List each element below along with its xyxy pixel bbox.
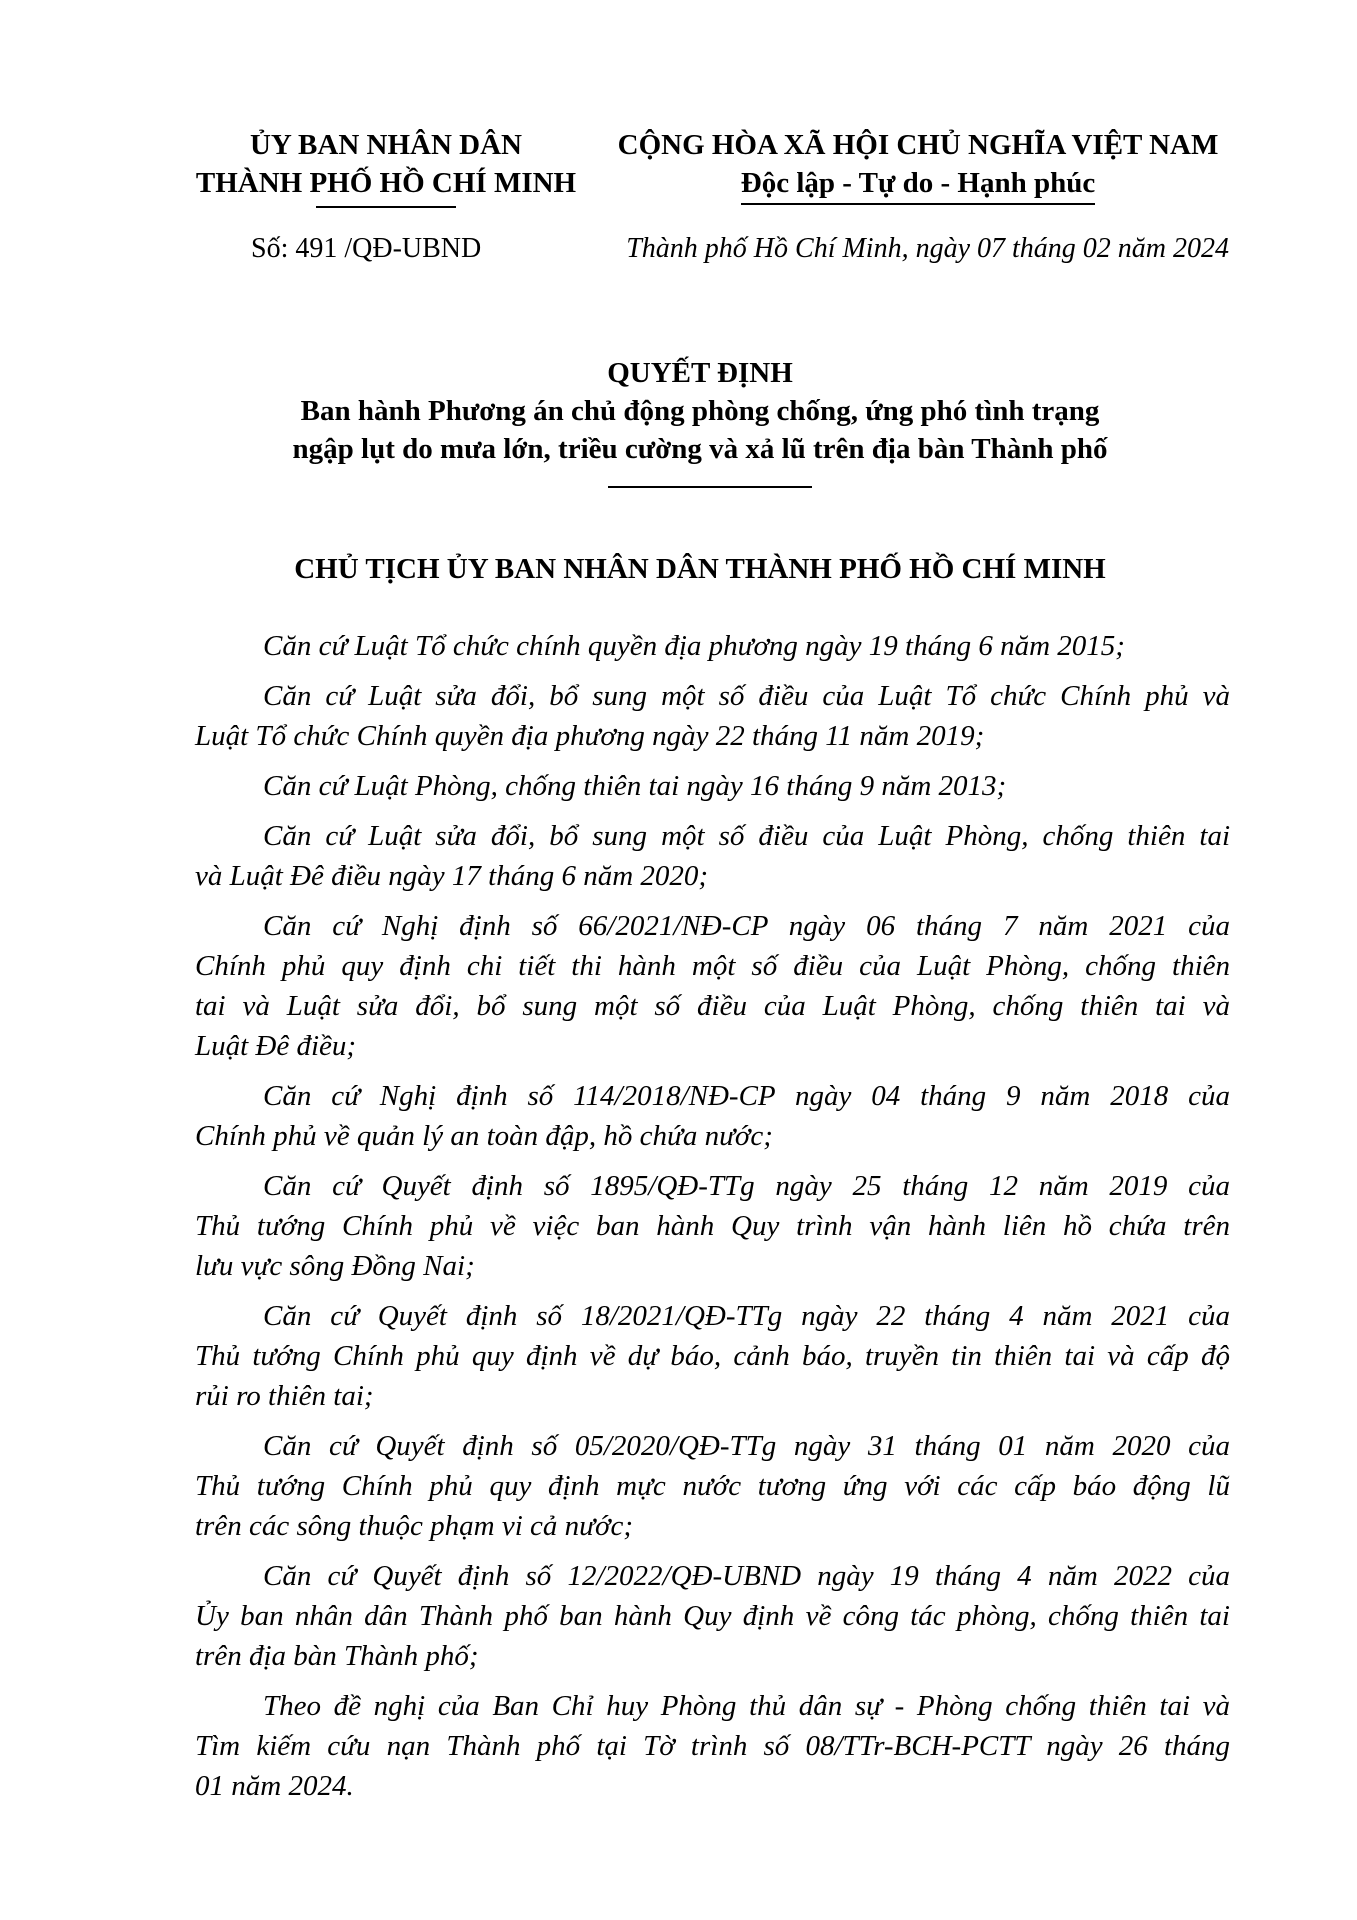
- legal-basis-line: Căn cứ Quyết định số 12/2022/QĐ-UBND ngày 19 tháng 4 năm 2022 của: [263, 1560, 1230, 1592]
- legal-basis-line: Thủ tướng Chính phủ về việc ban hành Quy trình vận hành liên hồ chứa trên: [195, 1210, 1230, 1242]
- legal-basis-line: Tìm kiếm cứu nạn Thành phố tại Tờ trình số 08/TTr-BCH-PCTT ngày 26 tháng: [195, 1730, 1230, 1762]
- subject-line-1: Ban hành Phương án chủ động phòng chống, ứng phó tình trạng: [300, 395, 1100, 427]
- issuing-authority: CHỦ TỊCH ỦY BAN NHÂN DÂN THÀNH PHỐ HỒ CHÍ MINH: [294, 553, 1106, 585]
- legal-basis-line: Căn cứ Luật Phòng, chống thiên tai ngày 16 tháng 9 năm 2013;: [263, 770, 1007, 802]
- legal-basis-line: Chính phủ quy định chi tiết thi hành một số điều của Luật Phòng, chống thiên: [195, 950, 1230, 982]
- place-and-date: Thành phố Hồ Chí Minh, ngày 07 tháng 02 năm 2024: [626, 233, 1229, 264]
- legal-basis-line: Căn cứ Nghị định số 114/2018/NĐ-CP ngày 04 tháng 9 năm 2018 của: [263, 1080, 1230, 1112]
- org-underline: [316, 206, 456, 208]
- legal-basis-line: Thủ tướng Chính phủ quy định mực nước tương ứng với các cấp báo động lũ: [195, 1470, 1230, 1502]
- legal-basis-line: Căn cứ Quyết định số 1895/QĐ-TTg ngày 25 tháng 12 năm 2019 của: [263, 1170, 1230, 1202]
- legal-basis-paragraph: [195, 1296, 1230, 1416]
- legal-basis-paragraph: [195, 1556, 1230, 1676]
- legal-basis-line: Căn cứ Nghị định số 66/2021/NĐ-CP ngày 06 tháng 7 năm 2021 của: [263, 910, 1230, 942]
- legal-basis-line: và Luật Đê điều ngày 17 tháng 6 năm 2020;: [195, 860, 709, 892]
- title-underline: [608, 486, 812, 488]
- legal-basis-line: lưu vực sông Đồng Nai;: [195, 1250, 475, 1282]
- legal-basis-line: Luật Đê điều;: [195, 1030, 357, 1062]
- legal-basis-line: 01 năm 2024.: [195, 1770, 354, 1802]
- legal-basis-line: Chính phủ về quản lý an toàn đập, hồ chứa nước;: [195, 1120, 773, 1152]
- issuing-organization: [186, 126, 586, 202]
- legal-basis-line: Theo đề nghị của Ban Chỉ huy Phòng thủ dân sự - Phòng chống thiên tai và: [263, 1690, 1230, 1722]
- legal-basis-line: Căn cứ Quyết định số 05/2020/QĐ-TTg ngày 31 tháng 01 năm 2020 của: [263, 1430, 1230, 1462]
- decision-title: [180, 354, 1220, 468]
- legal-basis-paragraph: [195, 1076, 1230, 1156]
- national-motto: Độc lập - Tự do - Hạnh phúc: [741, 167, 1096, 205]
- legal-basis-line: Căn cứ Quyết định số 18/2021/QĐ-TTg ngày 22 tháng 4 năm 2021 của: [263, 1300, 1230, 1332]
- legal-basis-paragraph: [195, 816, 1230, 896]
- subject-line-2: ngập lụt do mưa lớn, triều cường và xả lũ trên địa bàn Thành phố: [292, 433, 1108, 465]
- legal-basis-paragraph: [195, 676, 1230, 756]
- legal-basis-paragraph: [195, 766, 1230, 806]
- legal-bases: [195, 626, 1230, 1816]
- nation-name: CỘNG HÒA XÃ HỘI CHỦ NGHĨA VIỆT NAM: [617, 129, 1219, 161]
- legal-basis-line: tai và Luật sửa đổi, bổ sung một số điều của Luật Phòng, chống thiên tai và: [195, 990, 1230, 1022]
- legal-basis-line: Căn cứ Luật sửa đổi, bổ sung một số điều của Luật Tổ chức Chính phủ và: [263, 680, 1230, 712]
- legal-basis-line: rủi ro thiên tai;: [195, 1380, 374, 1412]
- legal-basis-line: Ủy ban nhân dân Thành phố ban hành Quy định về công tác phòng, chống thiên tai: [195, 1600, 1230, 1632]
- org-name-line2: THÀNH PHỐ HỒ CHÍ MINH: [195, 167, 577, 199]
- document-type: QUYẾT ĐỊNH: [607, 357, 793, 389]
- legal-basis-line: Luật Tổ chức Chính quyền địa phương ngày 22 tháng 11 năm 2019;: [195, 720, 985, 752]
- national-heading: [598, 126, 1238, 205]
- legal-basis-line: Thủ tướng Chính phủ quy định về dự báo, cảnh báo, truyền tin thiên tai và cấp độ: [195, 1340, 1230, 1372]
- legal-basis-line: trên các sông thuộc phạm vi cả nước;: [195, 1510, 633, 1542]
- legal-basis-paragraph: [195, 906, 1230, 1066]
- legal-basis-line: trên địa bàn Thành phố;: [195, 1640, 479, 1672]
- legal-basis-paragraph: [195, 1166, 1230, 1286]
- legal-basis-paragraph: [195, 626, 1230, 666]
- legal-basis-paragraph: [195, 1426, 1230, 1546]
- legal-basis-line: Căn cứ Luật sửa đổi, bổ sung một số điều của Luật Phòng, chống thiên tai: [263, 820, 1230, 852]
- legal-basis-paragraph: [195, 1686, 1230, 1806]
- legal-basis-line: Căn cứ Luật Tổ chức chính quyền địa phương ngày 19 tháng 6 năm 2015;: [263, 630, 1125, 662]
- document-number: Số: 491 /QĐ-UBND: [251, 233, 482, 264]
- org-name-line1: ỦY BAN NHÂN DÂN: [249, 129, 522, 161]
